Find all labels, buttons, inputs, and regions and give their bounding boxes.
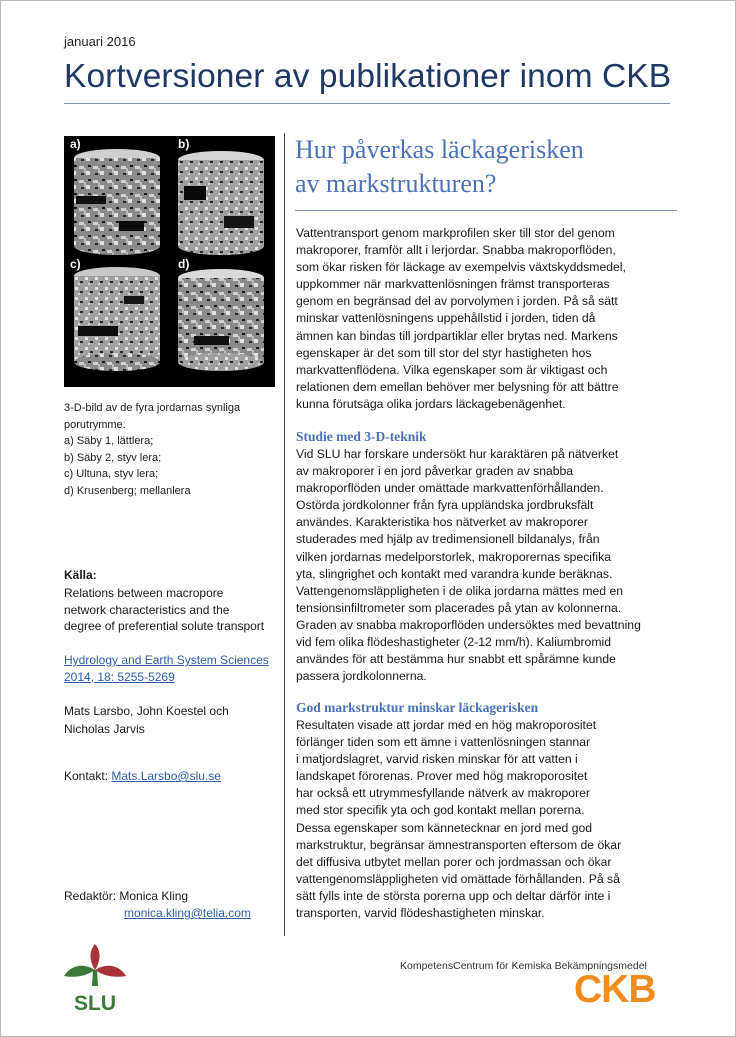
text-line: sätt fylls inte de största porerna upp och deltar därför inte i [296, 888, 611, 903]
journal-name-link[interactable]: Hydrology and Earth System Sciences [64, 653, 269, 667]
text-line: Vattentransport genom markprofilen sker till stor del genom [296, 226, 615, 240]
text-line: Vattengenomsläppligheten i de olika jordarna mättes med en [296, 583, 624, 598]
source-heading: Källa: [64, 568, 97, 582]
text-line: det diffusiva utbytet mellan porer och jordmassan och ökar [296, 854, 612, 869]
caption-line: 3-D-bild av de fyra jordarnas synliga [64, 402, 241, 414]
source-title-line: network characteristics and the [64, 602, 230, 617]
figure-caption [64, 400, 279, 499]
source-title [64, 585, 279, 635]
study-paragraph [296, 446, 680, 685]
panel-label-c: c) [70, 257, 81, 271]
headline-line: Hur påverkas läckagerisken [295, 135, 584, 164]
editor-email-link[interactable]: monica.kling@telia.com [124, 906, 251, 920]
caption-line: c) Ultuna, styv lera; [64, 468, 159, 480]
editor-label: Redaktör: Monica Kling [64, 889, 189, 903]
slu-leaf-icon [60, 940, 130, 1015]
soil-3d-image [64, 136, 275, 387]
article-headline [295, 133, 677, 201]
text-line: makroporflöden under omättade markvattenförhållanden. [296, 481, 604, 496]
caption-line: d) Krusenberg; mellanlera [64, 484, 191, 497]
text-line: studerades med hjälp av tredimensionell bildanalys, från [296, 532, 600, 547]
column-c [74, 267, 160, 371]
title-divider [64, 103, 670, 104]
soil-columns-graphic [64, 136, 275, 387]
journal-issue-link[interactable]: 2014, 18: 5255-5269 [64, 669, 175, 684]
text-line: vattengenomsläppligheten vid omättade förhållanden. På så [296, 871, 620, 886]
text-line: Resultaten visade att jordar med en hög makroporositet [296, 718, 597, 732]
caption-line: a) Säby 1, lättlera; [64, 435, 154, 447]
text-line: som ökar risken för läckage av exempelvis växtskyddsmedel, [296, 260, 626, 275]
text-line: Dessa egenskaper som kännetecknar en jord med god [296, 820, 593, 835]
ckb-tagline: KompetensCentrum för Kemiska Bekämpningsmedel [400, 960, 647, 972]
text-line: egenskaper är det som till stor del styr hastigheten hos [296, 345, 592, 360]
text-line: av makroporer i en jord påverkar graden av snabba [296, 464, 574, 479]
text-line: genom en begränsad del av porvolymen i jorden. På så sätt [296, 294, 618, 309]
text-line: minskar vattenlösningens uppehållstid i jorden, tiden då [296, 311, 596, 326]
caption-line: porutrymme. [64, 418, 126, 431]
contact-email-link[interactable]: Mats.Larsbo@slu.se [111, 769, 221, 783]
page-title: Kortversioner av publikationer inom CKB [64, 58, 672, 95]
caption-line: b) Säby 2, styv lera; [64, 451, 162, 464]
intro-paragraph [296, 225, 680, 413]
text-line: markvattenflödena. Vilka egenskaper som är viktigast och [296, 362, 608, 377]
slu-logo-text: SLU [74, 992, 116, 1015]
text-line: förlänger tiden som ett ämne i vattenlösningen stannar [296, 735, 591, 750]
text-line: kunna förutsäga olika jordars läckagebenägenhet. [296, 396, 566, 411]
contact [64, 769, 221, 783]
text-line: markstruktur, begränsar ämnestransporten eftersom de ökar [296, 837, 622, 852]
text-line: användes. Karakteristika hos nätverket av makroporer [296, 515, 588, 530]
text-line: ämnen kan bindas till jordpartiklar eller brytas ned. Markens [296, 328, 618, 343]
column-divider [284, 133, 285, 936]
publication-date: januari 2016 [64, 34, 136, 49]
text-line: i matjordslagret, varvid risken minskar för att vatten i [296, 752, 578, 767]
column-d [178, 269, 264, 371]
column-a [74, 149, 160, 255]
author-line: Nicholas Jarvis [64, 722, 145, 736]
text-line: transporten, varvid flödeshastigheten minskar. [296, 906, 545, 921]
text-line: vilken jordarnas medelporstorlek, makroporernas specifika [296, 549, 611, 564]
contact-label: Kontakt: [64, 769, 112, 783]
panel-label-b: b) [178, 137, 190, 151]
text-line: yta, slingrighet och kontakt med varandra kunde beräknas. [296, 566, 613, 581]
slu-logo [60, 940, 130, 1015]
text-line: makroporer, framför allt i lerjordar. Snabba makroporflöden, [296, 243, 616, 258]
text-line: tensionsinfiltrometer som placerades på ytan av kolonnerna. [296, 600, 622, 615]
text-line: Vid SLU har forskare undersökt hur karaktären på nätverket [296, 447, 619, 461]
column-b [178, 151, 264, 255]
results-paragraph [296, 717, 680, 922]
section-heading-study: Studie med 3-D-teknik [296, 429, 427, 444]
journal-link[interactable] [64, 652, 284, 685]
source-title-line: degree of preferential solute transport [64, 619, 265, 633]
text-line: passera jordkolonnerna. [296, 669, 427, 684]
ckb-logo: CKB [574, 968, 656, 1011]
author-line: Mats Larsbo, John Koestel och [64, 704, 229, 718]
headline-divider [295, 210, 677, 211]
text-line: Graden av snabba makroporflöden undersöktes med bevattning [296, 617, 641, 632]
source-title-line: Relations between macropore [64, 586, 224, 600]
text-line: relationen dem emellan behöver mer belysning för att bättre [296, 379, 619, 394]
text-line: landskapet förorenas. Prover med hög makroporositet [296, 769, 588, 784]
panel-label-a: a) [70, 137, 81, 151]
text-line: med stor specifik yta och god kontakt mellan porerna. [296, 803, 585, 818]
text-line: vid fem olika flödeshastigheter (2-12 mm/h). Kaliumbromid [296, 635, 611, 650]
panel-label-d: d) [178, 257, 190, 271]
text-line: Ostörda jordkolonner från fyra uppländska jordbruksfält [296, 498, 594, 513]
text-line: uppkommer när markvattenlösningen främst transporteras [296, 277, 610, 292]
headline-line: av markstrukturen? [295, 169, 497, 198]
text-line: användes för att bestämma hur snabbt ett spårämne kunde [296, 652, 616, 667]
authors [64, 702, 284, 738]
section-heading-results: God markstruktur minskar läckagerisken [296, 700, 539, 715]
text-line: har också ett utrymmesfyllande nätverk av makroporer [296, 786, 590, 801]
